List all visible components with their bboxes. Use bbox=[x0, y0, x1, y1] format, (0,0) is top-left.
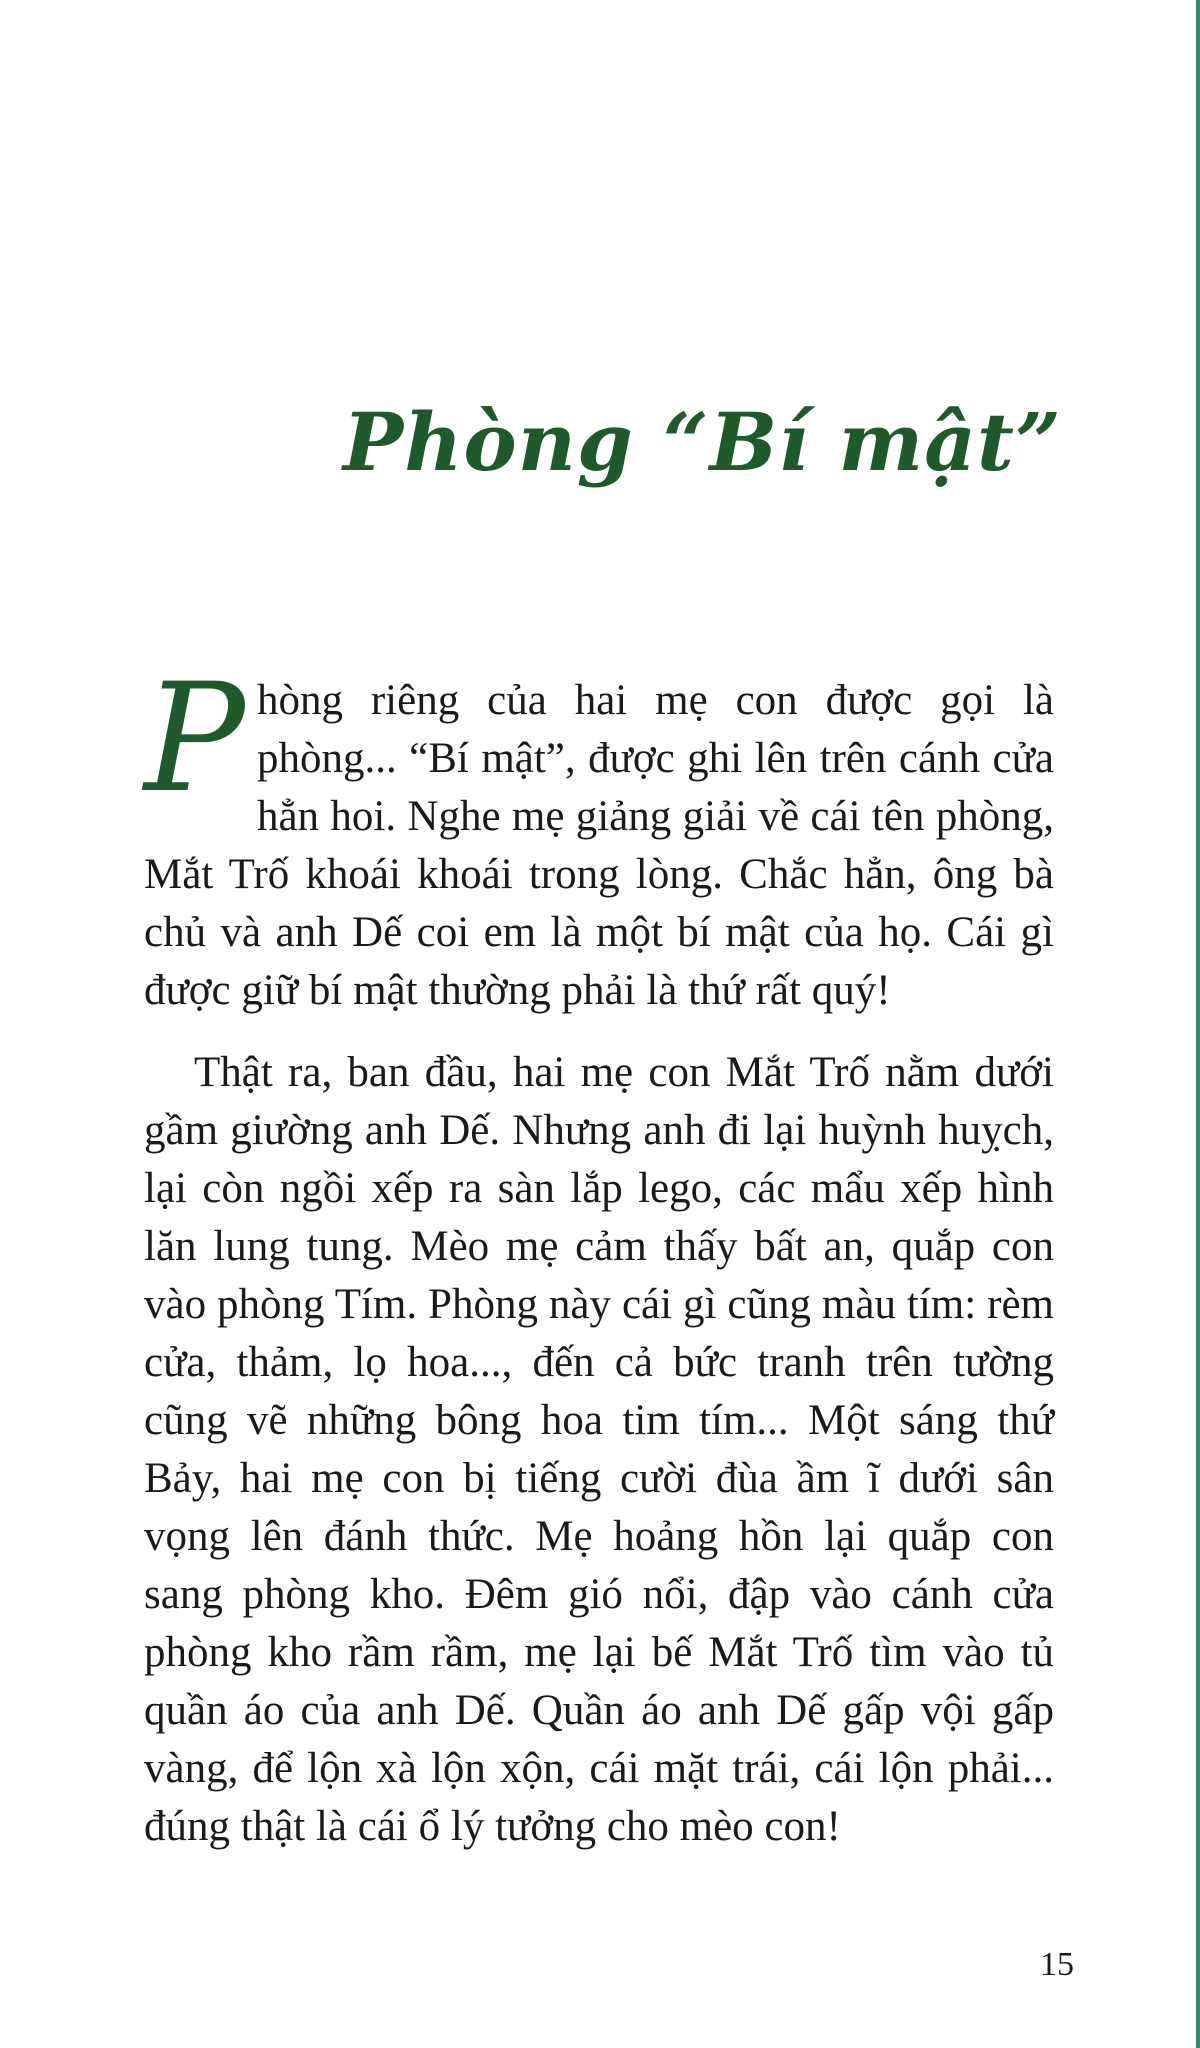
page-number: 15 bbox=[1040, 1946, 1074, 1983]
chapter-body bbox=[144, 652, 1054, 1856]
paragraph-1-text: hòng riêng của hai mẹ con được gọi là phòng... “Bí mật”, được ghi lên trên cánh cửa hẳn hoi. Nghe mẹ giảng giải về cái tên phòng, Mắt Trố khoái khoái trong lòng. Chắc hẳn, ông bà chủ và anh Dế coi em là một bí mật của họ. Cái gì được giữ bí mật thường phải là thứ rất quý! bbox=[144, 677, 1054, 1014]
paragraph-1 bbox=[144, 652, 1054, 1020]
page-edge-stripe bbox=[1196, 0, 1200, 2048]
paragraph-2: Thật ra, ban đầu, hai mẹ con Mắt Trố nằm dưới gầm giường anh Dế. Nhưng anh đi lại huỳnh huỵch, lại còn ngồi xếp ra sàn lắp lego, các mẩu xếp hình lăn lung tung. Mèo mẹ cảm thấy bất an, quắp con vào phòng Tím. Phòng này cái gì cũng màu tím: rèm cửa, thảm, lọ hoa..., đến cả bức tranh trên tường cũng vẽ những bông hoa tim tím... Một sáng thứ Bảy, hai mẹ con bị tiếng cười đùa ầm ĩ dưới sân vọng lên đánh thức. Mẹ hoảng hồn lại quắp con sang phòng kho. Đêm gió nổi, đập vào cánh cửa phòng kho rầm rầm, mẹ lại bế Mắt Trố tìm vào tủ quần áo của anh Dế. Quần áo anh Dế gấp vội gấp vàng, để lộn xà lộn xộn, cái mặt trái, cái lộn phải... đúng thật là cái ổ lý tưởng cho mèo con! bbox=[144, 1049, 1054, 1850]
drop-cap: P bbox=[144, 652, 245, 826]
chapter-title: Phòng “Bí mật” bbox=[343, 394, 1062, 489]
